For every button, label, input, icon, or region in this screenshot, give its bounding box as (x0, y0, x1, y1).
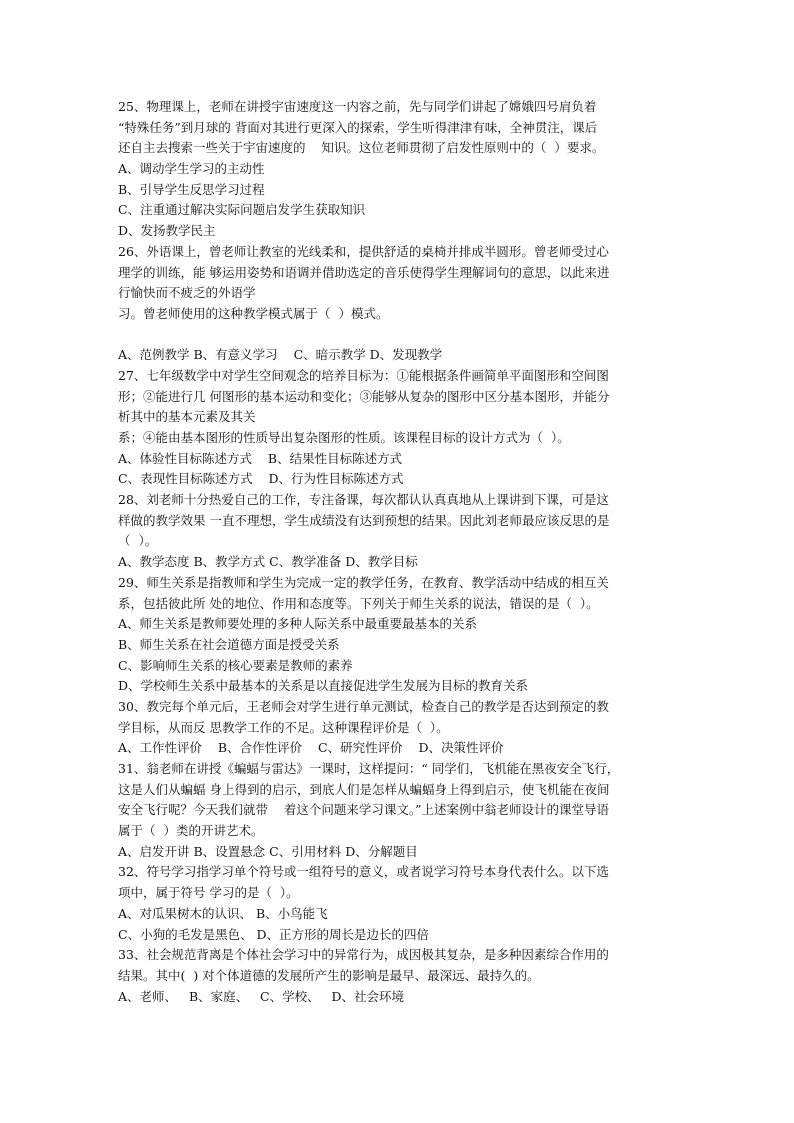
text-line: A、体验性目标陈述方式 B、结果性目标陈述方式 (118, 450, 403, 466)
text-line: 结果。其中( ) 对个体道德的发展所产生的影响是最早、最深远、最持久的。 (118, 967, 540, 983)
text-line: 还自主去搜索一些关于宇宙速度的 知识。这位老师贯彻了启发性原则中的（ ）要求。 (118, 140, 605, 156)
text-line: A、师生关系是教师要处理的多种人际关系中最重要最基本的关系 (118, 616, 478, 632)
text-line: 形；②能进行几 何图形的基本运动和变化；③能够从复杂的图形中区分基本图形，并能分 (118, 388, 610, 404)
text-line: 学目标，从而反 思教学工作的不足。这种课程评价是（ ）。 (118, 719, 449, 735)
text-line: 28、刘老师十分热爱自己的工作，专注备课，每次都认认真真地从上课讲到下课，可是这 (118, 492, 609, 508)
text-line: 26、外语课上，曾老师让教室的光线柔和，提供舒适的桌椅并排成半圆形。曾老师受过心 (118, 243, 609, 259)
text-line: B、师生关系在社会道德方面是授受关系 (118, 636, 340, 652)
text-line: 理学的训练，能 够运用姿势和语调并借助选定的音乐使得学生理解词句的意思，以此来进 (118, 264, 610, 280)
text-line: A、对瓜果树木的认识、 B、小鸟能飞 (118, 905, 328, 921)
text-line: 31、翁老师在讲授《蝙蝠与雷达》一课时，这样提问：“ 同学们，飞机能在黑夜安全飞行， (118, 761, 620, 776)
text-line: “特殊任务”到月球的 背面对其进行更深入的探索，学生听得津津有味，全神贯注，课后 (118, 119, 598, 135)
text-line: C、影响师生关系的核心要素是教师的素养 (118, 657, 353, 673)
text-line: 系，包括彼此所 处的地位、作用和态度等。下列关于师生关系的说法，错误的是（ ）。 (118, 595, 599, 611)
text-line: 25、物理课上，老师在讲授宇宙速度这一内容之前，先与同学们讲起了嫦娥四号肩负着 (118, 99, 597, 114)
text-line: 这是人们从蝙蝠 身上得到的启示，到底人们是怎样从蝙蝠身上得到启示，使飞机能在夜间 (118, 781, 610, 797)
text-line: D、学校师生关系中最基本的关系是以直接促进学生发展为目标的教育关系 (118, 678, 529, 694)
text-line: 系；④能由基本图形的性质导出复杂图形的性质。该课程目标的设计方式为（ ）。 (118, 430, 570, 445)
text-line: 29、师生关系是指教师和学生为完成一定的教学任务，在教育、教学活动中结成的相互关 (118, 574, 609, 590)
text-line: 27、七年级数学中对学生空间观念的培养目标为：①能根据条件画简单平面图形和空间图 (118, 367, 609, 383)
text-line: 属于（ ）类的开讲艺术。 (118, 823, 264, 839)
blank-line (118, 325, 678, 346)
text-line: 安全飞行呢？今天我们就带 着这个问题来学习课文。”上述案例中翁老师设计的课堂导语 (118, 802, 610, 818)
document-page (118, 97, 678, 1007)
text-line: A、启发开讲 B、设置悬念 C、引用材料 D、分解题目 (118, 843, 418, 859)
text-line: A、调动学生学习的主动性 (118, 161, 265, 177)
text-line: 33、社会规范背离是个体社会学习中的异常行为，成因极其复杂，是多种因素综合作用的 (118, 947, 609, 963)
text-line: C、小狗的毛发是黑色、 D、正方形的周长是边长的四倍 (118, 926, 430, 942)
text-line: 32、符号学习指学习单个符号或一组符号的意义，或者说学习符号本身代表什么。以下选 (118, 864, 609, 880)
text-line: B、引导学生反思学习过程 (118, 181, 265, 197)
text-line: 项中，属于符号 学习的是（ ）。 (118, 885, 299, 901)
text-line: C、注重通过解决实际问题启发学生获取知识 (118, 202, 366, 218)
text-line: C、表现性目标陈述方式 D、行为性目标陈述方式 (118, 471, 404, 487)
text-line: 30、教完每个单元后，王老师会对学生进行单元测试，检查自己的教学是否达到预定的教 (118, 698, 609, 714)
text-line: A、教学态度 B、教学方式 C、教学准备 D、教学目标 (118, 554, 418, 570)
text-line: A、范例教学 B、有意义学习 C、暗示教学 D、发现教学 (118, 347, 443, 363)
text-line: A、工作性评价 B、合作性评价 C、研究性评价 D、决策性评价 (118, 740, 504, 756)
text-line: （ ）。 (118, 533, 158, 549)
text-line: 析其中的基本元素及其关 (118, 409, 256, 425)
text-line: D、发扬教学民主 (118, 223, 216, 239)
text-line: 习。曾老师使用的这种教学模式属于（ ）模式。 (118, 305, 389, 321)
text-line: A、老师、 B、家庭、 C、学校、 D、社会环境 (118, 988, 405, 1004)
text-line: 行愉快而不疲乏的外语学 (118, 285, 256, 301)
text-line: 样做的教学效果 一直不理想，学生成绩没有达到预想的结果。因此刘老师最应该反思的是 (118, 512, 610, 528)
